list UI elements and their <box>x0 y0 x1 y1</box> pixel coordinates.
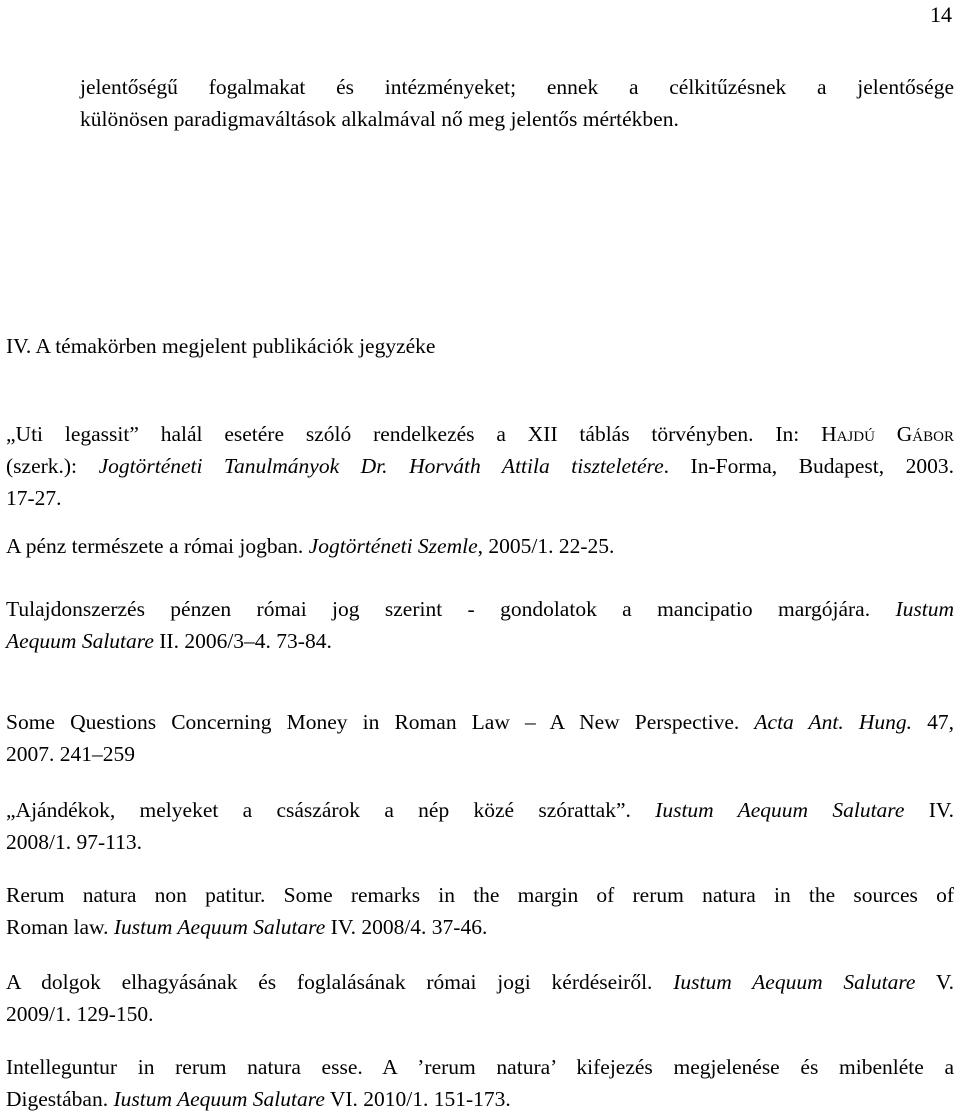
publication-5-italic: Iustum Aequum Salutare <box>655 798 905 822</box>
publication-5-line-1 <box>6 794 954 826</box>
publication-8-text-a: Digestában. <box>6 1087 114 1111</box>
publication-3-italic-a: Iustum <box>895 597 954 621</box>
publication-8-line-2 <box>6 1083 954 1115</box>
publication-2-line-1 <box>6 530 954 562</box>
publication-7-line-1 <box>6 966 954 998</box>
publication-4-text-a: Some Questions Concerning Money in Roman Law – A New Perspective. <box>6 710 755 734</box>
publication-3-text-b: II. 2006/3–4. 73-84. <box>153 629 332 653</box>
section-heading-text: IV. A témakörben megjelent publikációk jegyzéke <box>6 334 436 358</box>
publication-6-italic: Iustum Aequum Salutare <box>113 915 326 939</box>
publication-1-text-a: „Uti legassit” halál esetére szóló rendelkezés a XII táblás törvényben. In: <box>6 422 822 446</box>
publication-4-italic: Acta Ant. Hung. <box>754 710 913 734</box>
intro-paragraph <box>80 71 954 135</box>
publication-5-text-b: IV. <box>904 798 954 822</box>
publication-entry-7 <box>6 966 954 1030</box>
publication-3-text-a: Tulajdonszerzés pénzen római jog szerint - gondolatok a mancipatio margójára. <box>6 597 896 621</box>
publication-4-line-1 <box>6 706 954 738</box>
publication-6-line-2 <box>6 911 954 943</box>
page-number: 14 <box>930 2 952 27</box>
publication-2-text-a: A pénz természete a római jogban. <box>6 534 309 558</box>
publication-7-text-b: V. <box>915 970 955 994</box>
publication-1-line-1 <box>6 418 954 450</box>
publication-7-line-2: 2009/1. 129-150. <box>6 1002 154 1026</box>
publication-entry-5 <box>6 794 954 858</box>
intro-line-1: jelentőségű fogalmakat és intézményeket; ennek a célkitűzésnek a jelentősége <box>80 75 954 99</box>
publication-8-italic: Iustum Aequum Salutare <box>113 1087 325 1111</box>
publication-2-italic-title: Jogtörténeti Szemle <box>308 534 478 558</box>
publication-8-line-1: Intelleguntur in rerum natura esse. A ’rerum natura’ kifejezés megjelenése és mibenléte a <box>6 1055 954 1079</box>
publication-5-text-a: „Ajándékok, melyeket a császárok a nép közé szórattak”. <box>6 798 656 822</box>
publication-1-text-c: . In-Forma, Budapest, 2003. <box>663 454 955 478</box>
publication-4-text-b: 47, <box>912 710 955 734</box>
intro-line-2: különösen paradigmaváltások alkalmával nő meg jelentős mértékben. <box>80 107 679 131</box>
publication-entry-2 <box>6 530 954 562</box>
publication-1-line-3: 17-27. <box>6 486 62 510</box>
publication-entry-4 <box>6 706 954 770</box>
publication-5-line-2: 2008/1. 97-113. <box>6 830 142 854</box>
publication-6-text-b: IV. 2008/4. 37-46. <box>325 915 488 939</box>
publication-entry-6 <box>6 879 954 943</box>
publication-1-text-b: (szerk.): <box>6 454 99 478</box>
publication-7-text-a: A dolgok elhagyásának és foglalásának római jogi kérdéseiről. <box>6 970 674 994</box>
publication-entry-3 <box>6 593 954 657</box>
publication-1-italic-title: Jogtörténeti Tanulmányok Dr. Horváth Attila tiszteletére <box>98 454 664 478</box>
publication-3-line-1 <box>6 593 954 625</box>
publication-8-text-b: VI. 2010/1. 151-173. <box>324 1087 511 1111</box>
publication-1-line-2 <box>6 450 954 482</box>
section-heading <box>6 330 954 362</box>
publication-2-text-b: , 2005/1. 22-25. <box>477 534 615 558</box>
publication-6-line-1: Rerum natura non patitur. Some remarks in the margin of rerum natura in the sources of <box>6 883 954 907</box>
publication-1-editor: Hajdú Gábor <box>821 422 954 446</box>
publication-4-line-2: 2007. 241–259 <box>6 742 135 766</box>
publication-3-line-2 <box>6 625 954 657</box>
publication-6-text-a: Roman law. <box>6 915 114 939</box>
publication-3-italic-b: Aequum Salutare <box>6 629 154 653</box>
publication-7-italic: Iustum Aequum Salutare <box>673 970 916 994</box>
publication-entry-8 <box>6 1051 954 1115</box>
publication-entry-1 <box>6 418 954 514</box>
